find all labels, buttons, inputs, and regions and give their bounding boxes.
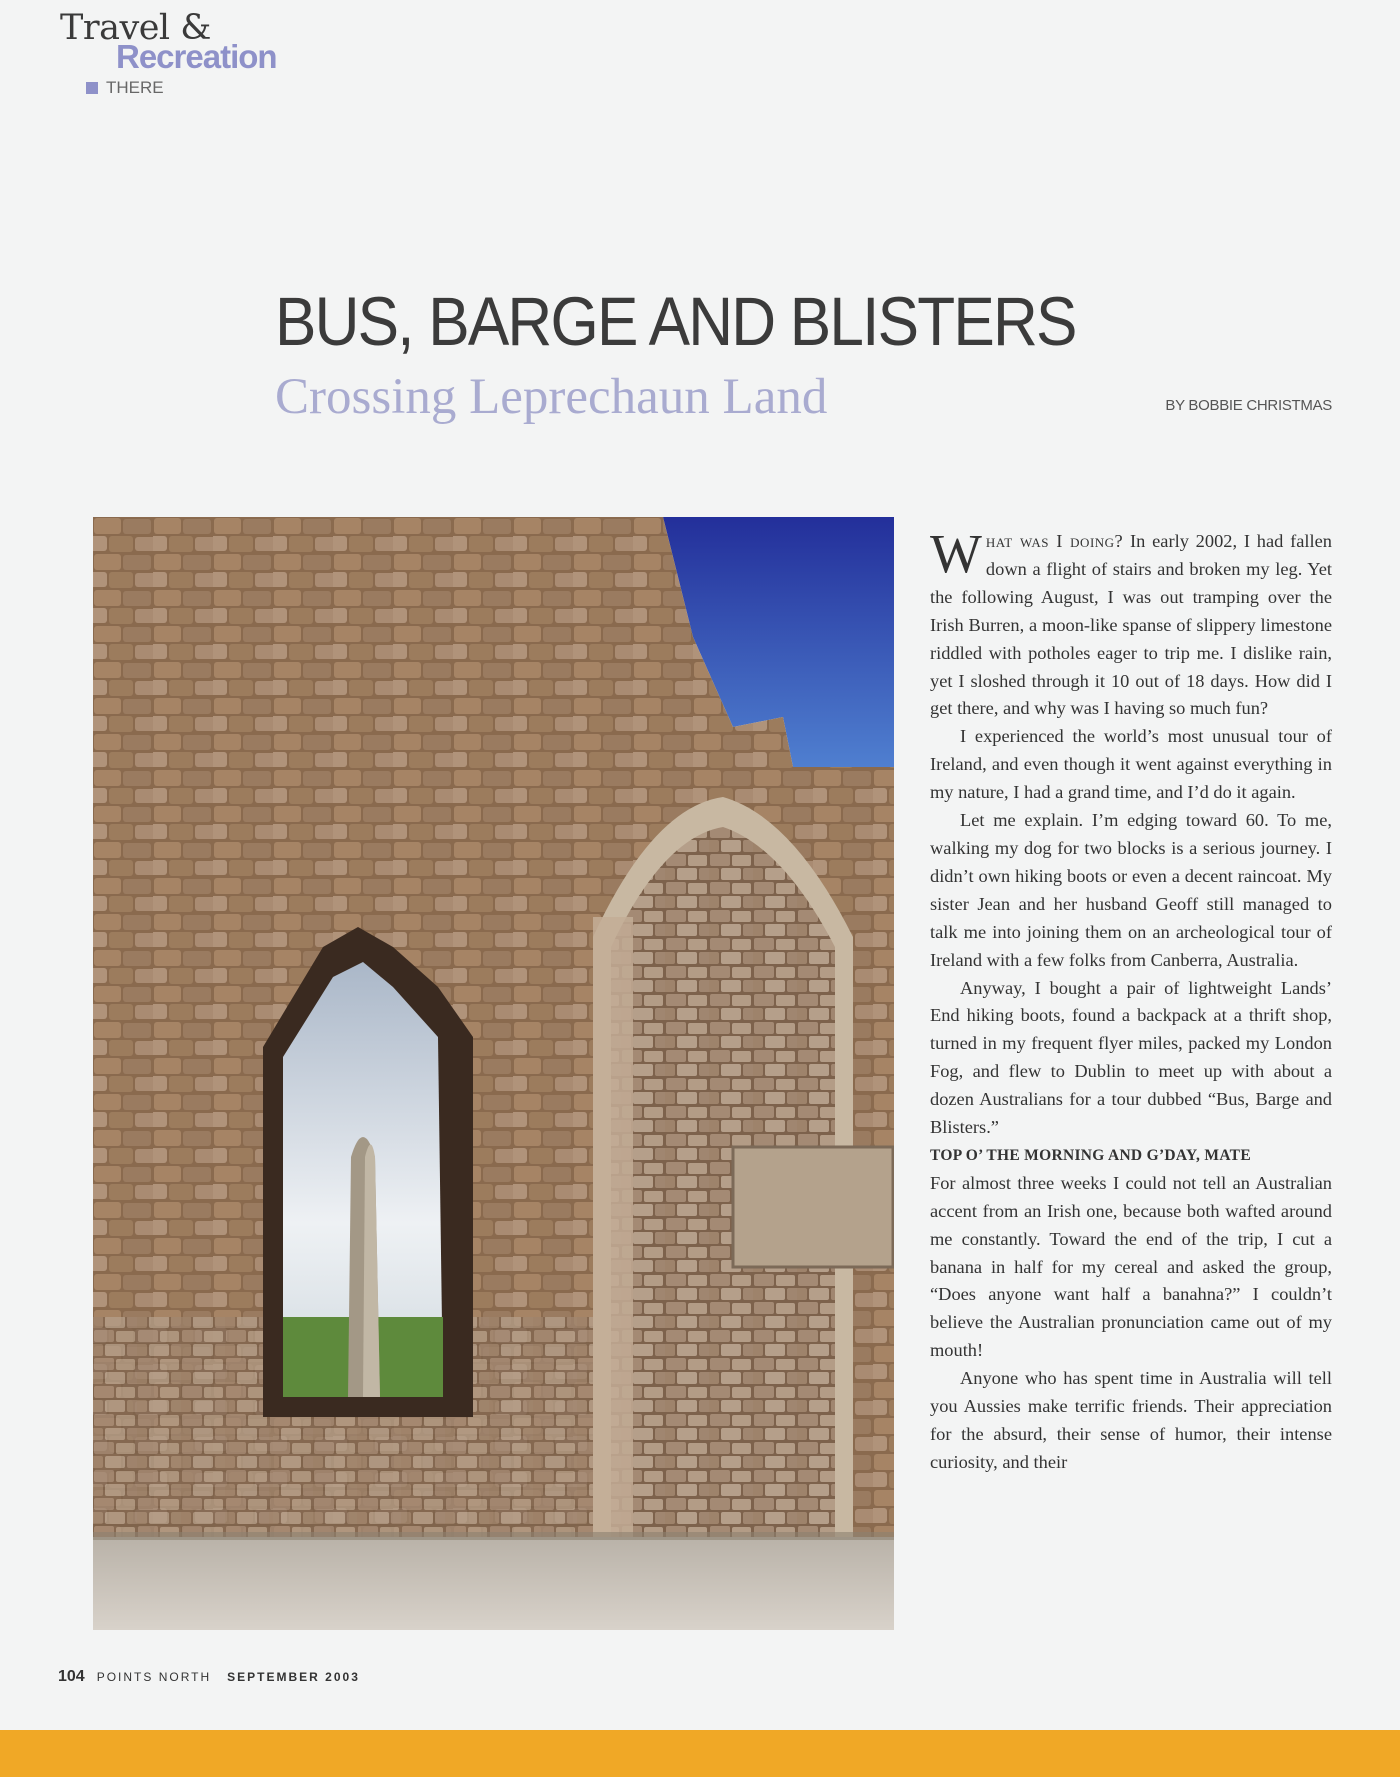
article-title: BUS, BARGE AND BLISTERS — [275, 283, 1076, 360]
paragraph-6: Anyone who has spent time in Australia will tell you Aussies make terrific friends. Their appreciation for the absurd, their sense of humor, their intense curiosity, and their — [930, 1368, 1332, 1472]
paragraph-4: Anyway, I bought a pair of lightweight Lands’ End hiking boots, found a backpack at a thrift shop, turned in my frequent flyer miles, packed my London Fog, and flew to Dublin to meet up with about a dozen Australians for a tour dubbed “Bus, Barge and Blisters.” — [930, 977, 1332, 1138]
drop-cap: W — [930, 523, 982, 584]
section-tag-label: THERE — [106, 78, 164, 97]
paragraph-1 — [930, 523, 1332, 723]
paragraph-3: Let me explain. I’m edging toward 60. To me, walking my dog for two blocks is a serious journey. I didn’t own hiking boots or even a decent raincoat. My sister Jean and her husband Geoff still managed to talk me into joining them on an archeological tour of Ireland with a few folks from Canberra, Australia. — [930, 810, 1332, 970]
page-number: 104 — [58, 1668, 85, 1685]
article-subhead: TOP O’ THE MORNING AND G’DAY, MATE — [930, 1146, 1251, 1164]
section-title-recreation: Recreation — [116, 38, 277, 75]
section-tag — [86, 78, 164, 98]
issue-date: SEPTEMBER 2003 — [227, 1670, 360, 1684]
paragraph-1-text: In early 2002, I had fallen down a flight of stairs and broken my leg. Yet the following August, I was out tramping over the Irish Burren, a moon-like spanse of slippery limestone riddled with potholes eager to trip me. I dislike rain, yet I sloshed through it 10 out of 18 days. How did I get there, and why was I having so much fun? — [930, 531, 1332, 719]
ruin-photo — [93, 517, 894, 1630]
lead-in: hat was I doing? — [985, 531, 1124, 551]
section-header — [58, 8, 358, 104]
page-footer — [58, 1668, 360, 1686]
bottom-color-bar — [0, 1730, 1400, 1777]
square-bullet-icon — [86, 82, 98, 94]
magazine-name: POINTS NORTH — [96, 1670, 212, 1684]
section-title-travel: Travel & — [60, 8, 211, 48]
article-body — [930, 523, 1332, 1477]
article-byline: BY BOBBIE CHRISTMAS — [1165, 397, 1332, 414]
article-subtitle: Crossing Leprechaun Land — [275, 369, 828, 425]
paragraph-5: For almost three weeks I could not tell an Australian accent from an Irish one, because both wafted around me constantly. Toward the end of the trip, I cut a banana in half for my cereal and asked the group, “Does anyone want half a banahna?” I couldn’t believe the Australian pronunciation came out of my mouth! — [930, 1172, 1332, 1361]
paragraph-2: I experienced the world’s most unusual tour of Ireland, and even though it went against everything in my nature, I had a grand time, and I’d do it again. — [930, 726, 1332, 803]
